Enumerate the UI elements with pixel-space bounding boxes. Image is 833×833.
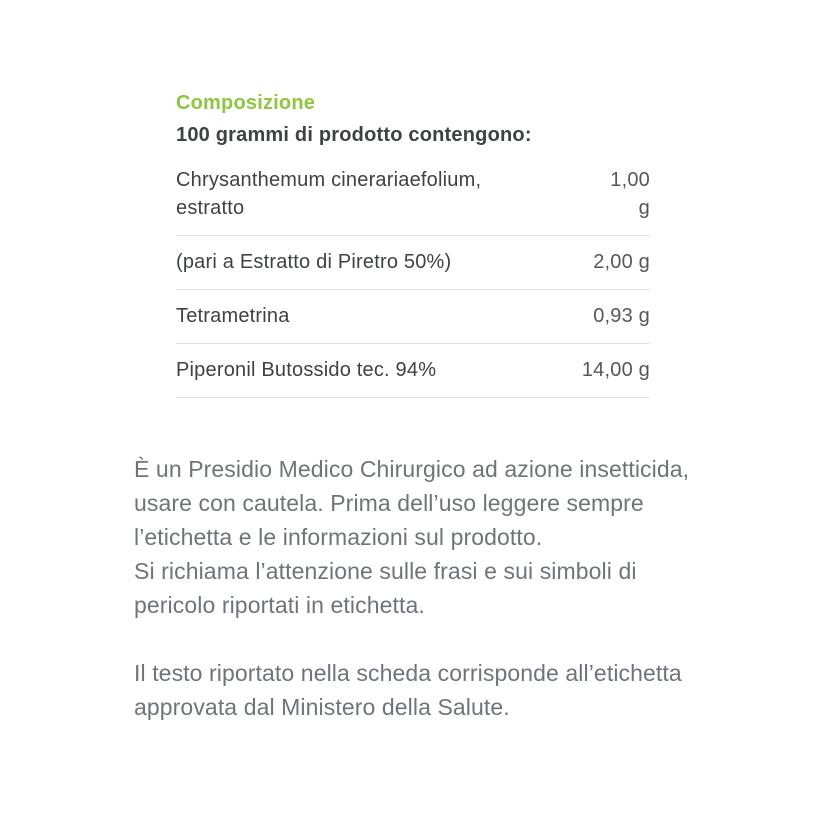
composition-title: Composizione: [176, 92, 316, 114]
table-row: [176, 154, 650, 236]
description-paragraph: Il testo riportato nella scheda corrisponde all’etichetta approvata dal Ministero della Salute.: [134, 660, 682, 720]
ingredient-label: Piperonil Butossido tec. 94%: [176, 359, 437, 381]
ingredient-value: 14,00 g: [581, 359, 650, 381]
table-row: [176, 344, 650, 398]
table-row: [176, 236, 650, 290]
description-paragraph: È un Presidio Medico Chirurgico ad azione insetticida, usare con cautela. Prima dell’uso leggere sempre l’etichetta e le informazioni sul prodotto.: [134, 456, 690, 550]
ingredient-value: 2,00 g: [593, 251, 650, 273]
composition-section: [176, 90, 650, 398]
composition-table: [176, 154, 650, 398]
ingredient-label: (pari a Estratto di Piretro 50%): [176, 251, 452, 273]
composition-subtitle: 100 grammi di prodotto contengono:: [176, 124, 532, 146]
ingredient-value: 1,00 g: [610, 169, 650, 219]
product-description: [134, 452, 696, 724]
ingredient-label: Tetrametrina: [176, 305, 290, 327]
table-row: [176, 290, 650, 344]
ingredient-label: Chrysanthemum cinerariaefolium, estratto: [176, 169, 482, 219]
description-paragraph: Si richiama l’attenzione sulle frasi e sui simboli di pericolo riportati in etichetta.: [134, 558, 637, 618]
ingredient-value: 0,93 g: [593, 305, 650, 327]
